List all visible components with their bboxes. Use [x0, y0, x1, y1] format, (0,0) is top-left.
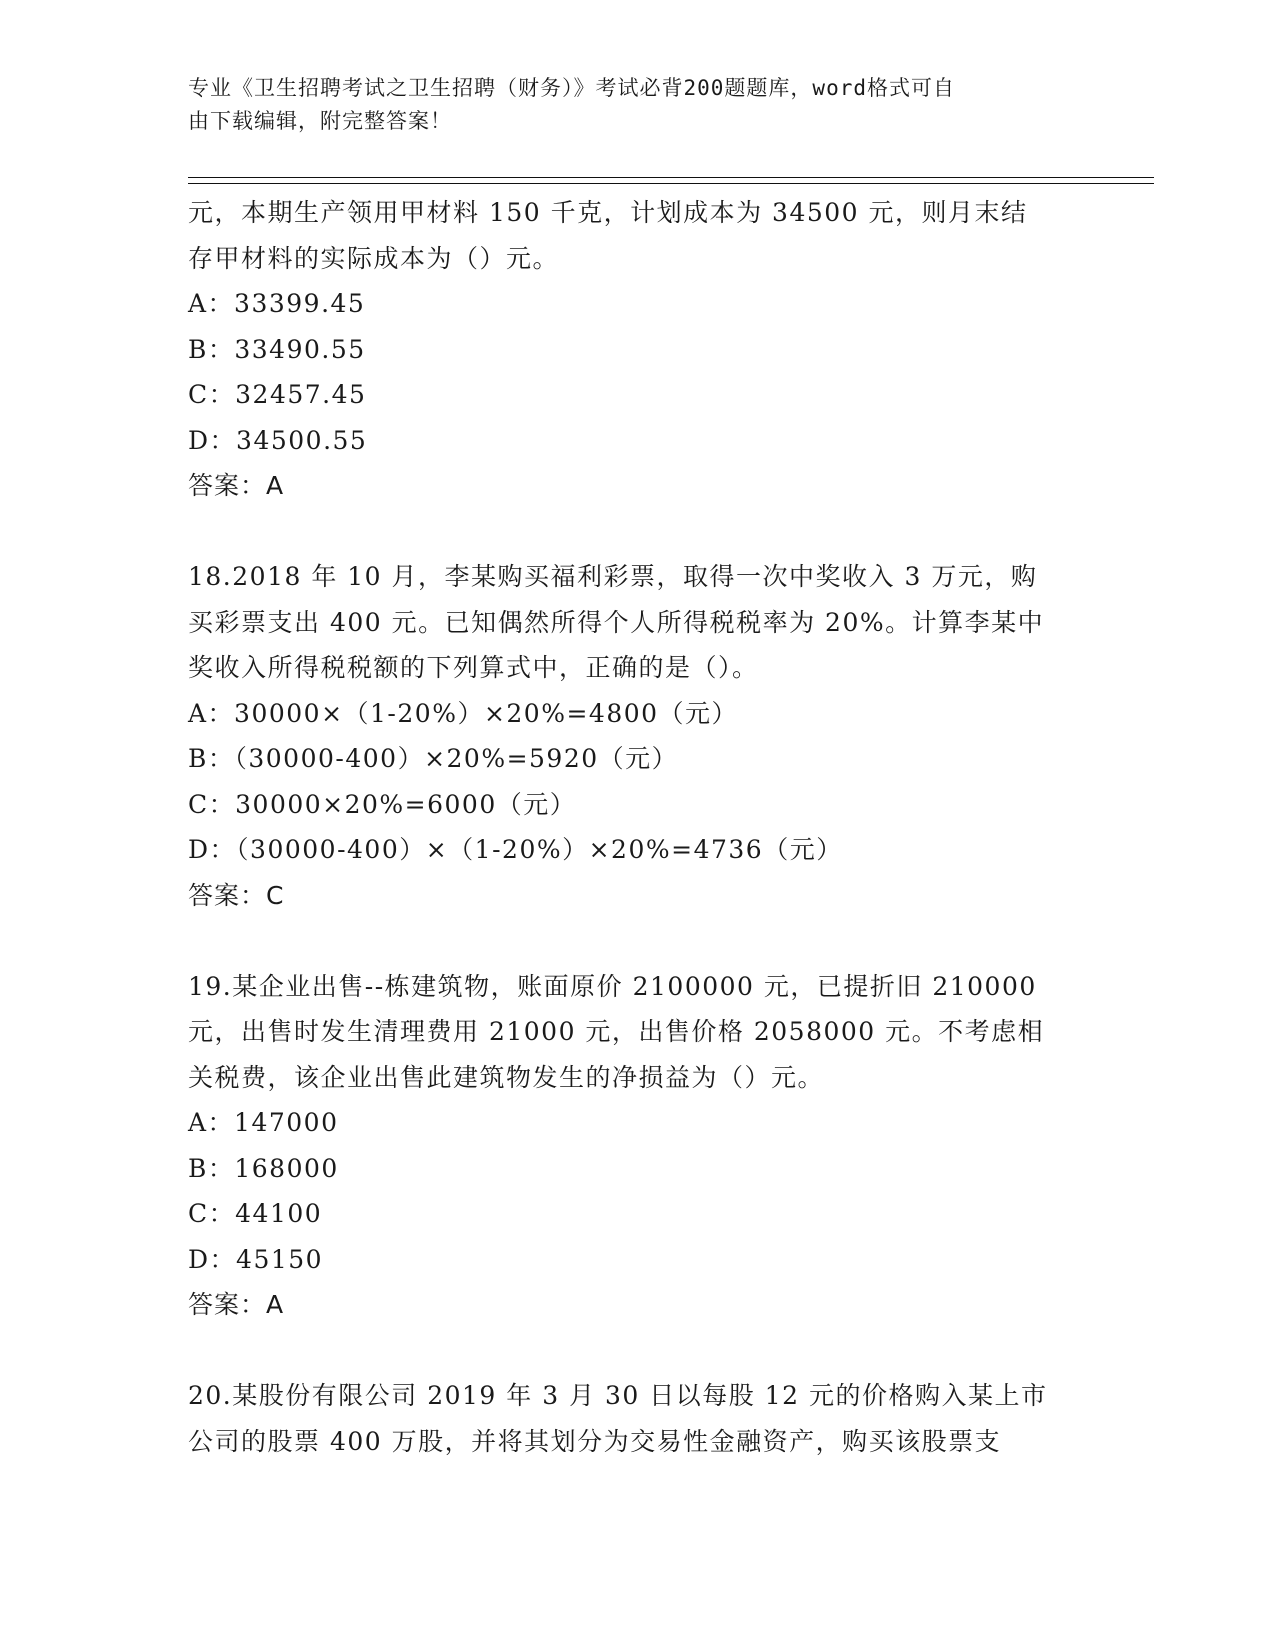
question-stem-line: 关税费，该企业出售此建筑物发生的净损益为（）元。 [188, 1062, 825, 1092]
question-stem-line: 18.2018 年 10 月，李某购买福利彩票，取得一次中奖收入 3 万元，购 [188, 562, 1038, 591]
option-d: D：45150 [188, 1244, 324, 1274]
spacer [188, 918, 1088, 964]
question-stem-line: 奖收入所得税税额的下列算式中，正确的是（）。 [188, 653, 759, 682]
document-header [188, 72, 1068, 138]
option-d: D：（30000-400）×（1-20%）×20%=4736（元） [188, 835, 843, 864]
answer-line: 答案：A [188, 471, 285, 500]
question-stem-line: 19.某企业出售--栋建筑物，账面原价 2100000 元，已提折旧 210000 [188, 971, 1037, 1001]
question-stem-line: 存甲材料的实际成本为（）元。 [188, 243, 560, 273]
option-b: B：168000 [188, 1153, 339, 1183]
question-18 [188, 554, 1088, 918]
option-c: C：30000×20%=6000（元） [188, 789, 577, 819]
question-20 [188, 1373, 1088, 1464]
answer-line: 答案：A [188, 1290, 285, 1319]
document-body [188, 190, 1088, 1464]
option-c: C：32457.45 [188, 380, 367, 409]
option-c: C：44100 [188, 1199, 323, 1228]
option-a: A：147000 [188, 1108, 339, 1137]
answer-line: 答案：C [188, 880, 285, 910]
header-title-line-1: 专业《卫生招聘考试之卫生招聘（财务）》考试必背200题题库，word格式可自 [188, 76, 955, 100]
header-title-line-2: 由下载编辑，附完整答案！ [188, 109, 452, 133]
question-stem-line: 公司的股票 400 万股，并将其划分为交易性金融资产，购买该股票支 [188, 1426, 1002, 1456]
question-19 [188, 964, 1088, 1328]
header-divider-top [188, 177, 1154, 178]
question-17 [188, 190, 1088, 509]
header-divider-bottom [188, 183, 1154, 184]
option-d: D：34500.55 [188, 425, 368, 455]
spacer [188, 1328, 1088, 1374]
option-b: B：（30000-400）×20%=5920（元） [188, 744, 679, 773]
option-a: A：33399.45 [188, 289, 366, 318]
option-b: B：33490.55 [188, 334, 366, 364]
question-stem-line: 元，本期生产领用甲材料 150 千克，计划成本为 34500 元，则月末结 [188, 198, 1028, 227]
question-stem-line: 买彩票支出 400 元。已知偶然所得个人所得税税率为 20%。计算李某中 [188, 607, 1045, 637]
question-stem-line: 20.某股份有限公司 2019 年 3 月 30 日以每股 12 元的价格购入某上市 [188, 1381, 1048, 1410]
question-stem-line: 元，出售时发生清理费用 21000 元，出售价格 2058000 元。不考虑相 [188, 1017, 1045, 1046]
option-a: A：30000×（1-20%）×20%=4800（元） [188, 698, 739, 728]
spacer [188, 509, 1088, 555]
